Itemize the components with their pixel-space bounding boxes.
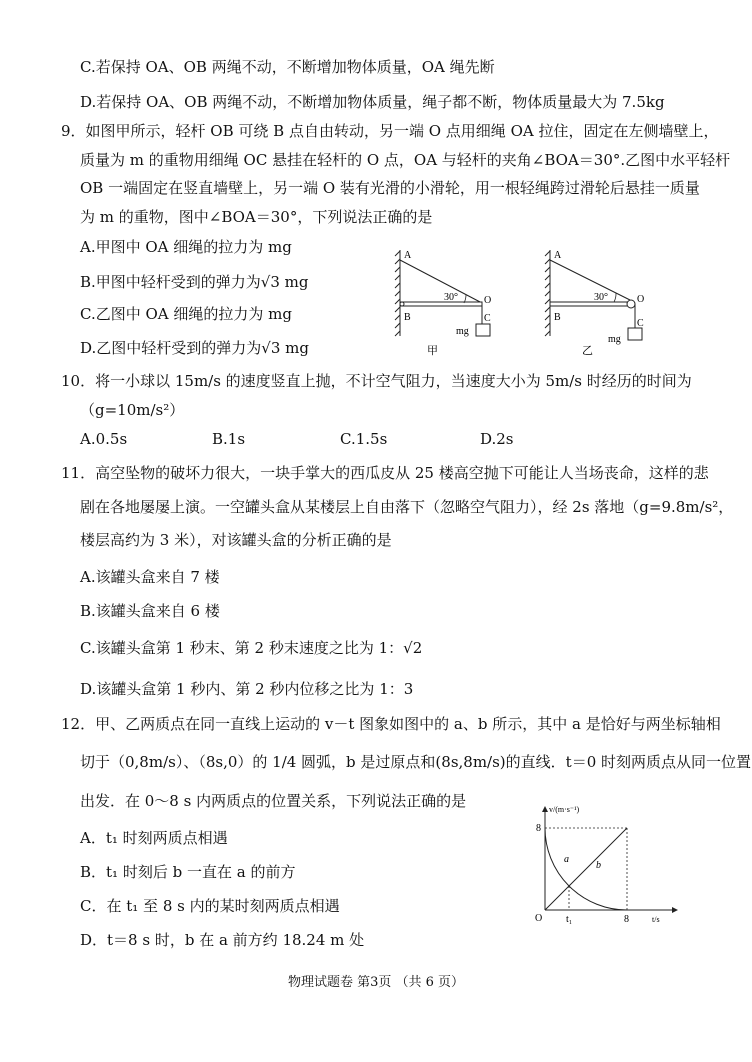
x-axis-arrow [672, 907, 678, 913]
q11-option-b: B.该罐头盒来自 6 楼 [80, 602, 220, 620]
q10-option-a: A.0.5s [80, 430, 128, 448]
y-axis-label: v/(m·s⁻¹) [549, 805, 580, 814]
q12-option-b: B．t₁ 时刻后 b 一直在 a 的前方 [80, 863, 296, 881]
q10-option-b: B.1s [212, 430, 246, 448]
tick-t1: t₁ [566, 914, 573, 925]
label-a: A [404, 250, 412, 261]
q9-stem-4: 为 m 的重物，图中∠BOA＝30°，下列说法正确的是 [80, 208, 433, 226]
q8-option-c: C.若保持 OA、OB 两绳不动，不断增加物体质量，OA 绳先断 [80, 58, 495, 76]
label-b: B [404, 312, 411, 323]
caption-jia: 甲 [427, 345, 438, 357]
rope-oa [400, 260, 482, 303]
q12-stem-2: 切于（0,8m/s）、（8s,0）的 1/4 圆弧，b 是过原点和(8s,8m/s)的直线．t＝0 时刻两质点从同一位置 [80, 753, 752, 771]
x-axis-label: t/s [652, 915, 660, 924]
q11-stem-3: 楼层高约为 3 米），对该罐头盒的分析正确的是 [80, 531, 392, 549]
q9-stem-3: OB 一端固定在竖直墙壁上，另一端 O 装有光滑的小滑轮，用一根轻绳跨过滑轮后悬挂一质量 [80, 179, 700, 197]
q11-option-c: C.该罐头盒第 1 秒末、第 2 秒末速度之比为 1：√2 [80, 639, 423, 657]
tick-t8: 8 [624, 914, 629, 925]
label-o: O [637, 294, 645, 305]
q11-stem-1: 11．高空坠物的破坏力很大，一块手掌大的西瓜皮从 25 楼高空抛下可能让人当场丧命，这样的悲 [61, 464, 709, 482]
q11-option-a: A.该罐头盒来自 7 楼 [80, 568, 220, 586]
q10-option-c: C.1.5s [340, 430, 388, 448]
label-b: b [596, 860, 601, 871]
vt-graph [520, 800, 680, 925]
label-a: A [554, 250, 562, 261]
q12-option-c: C．在 t₁ 至 8 s 内的某时刻两质点相遇 [80, 897, 340, 915]
line-b [545, 828, 627, 910]
label-a: a [564, 854, 569, 865]
q9-option-b: B.甲图中轻杆受到的弹力为√3 mg [80, 273, 309, 291]
rod-ob [400, 302, 482, 306]
label-o: O [484, 295, 492, 306]
q9-option-a: A.甲图中 OA 细绳的拉力为 mg [80, 238, 292, 256]
q10-stem-1: 10．将一小球以 15m/s 的速度竖直上抛，不计空气阻力，当速度大小为 5m/s 时经历的时间为 [61, 372, 692, 390]
angle-arc [614, 293, 616, 302]
mass-block [628, 328, 642, 340]
q11-option-d: D.该罐头盒第 1 秒内、第 2 秒内位移之比为 1：3 [80, 680, 414, 698]
figure-yi [540, 246, 660, 366]
mass-block [476, 324, 490, 336]
wall-hatch [545, 250, 550, 336]
q12-stem-3: 出发．在 0～8 s 内两质点的位置关系，下列说法正确的是 [80, 792, 467, 810]
origin-label: O [535, 913, 543, 924]
page-footer: 物理试题卷 第3页 （共 6 页） [287, 975, 465, 990]
label-angle: 30° [594, 292, 608, 303]
q10-stem-2: （g=10m/s²） [80, 401, 185, 419]
pulley [627, 300, 635, 308]
q12-stem-1: 12．甲、乙两质点在同一直线上运动的 v－t 图象如图中的 a、b 所示，其中 a 是恰好与两坐标轴相 [61, 715, 721, 733]
label-mg: mg [608, 334, 621, 345]
wall-hatch [395, 250, 400, 336]
figure-jia [392, 246, 512, 366]
label-b: B [554, 312, 561, 323]
q10-option-d: D.2s [480, 430, 514, 448]
q11-stem-2: 剧在各地屡屡上演。一空罐头盒从某楼层上自由落下（忽略空气阻力），经 2s 落地（g=9.8m/s²， [80, 498, 734, 516]
tick-v8: 8 [536, 823, 541, 834]
y-axis-arrow [542, 806, 548, 812]
q12-option-a: A．t₁ 时刻两质点相遇 [80, 829, 228, 847]
rope-oa [550, 260, 630, 300]
q12-option-d: D．t＝8 s 时，b 在 a 前方约 18.24 m 处 [80, 931, 365, 949]
q9-option-c: C.乙图中 OA 细绳的拉力为 mg [80, 305, 292, 323]
hinge-b [400, 302, 404, 306]
q9-option-d: D.乙图中轻杆受到的弹力为√3 mg [80, 339, 309, 357]
q8-option-d: D.若保持 OA、OB 两绳不动，不断增加物体质量，绳子都不断，物体质量最大为 7.5kg [80, 93, 665, 111]
rod-ob [550, 302, 628, 306]
label-c: C [484, 313, 491, 324]
q9-stem-2: 质量为 m 的重物用细绳 OC 悬挂在轻杆的 O 点，OA 与轻杆的夹角∠BOA＝30°.乙图中水平轻杆 [80, 151, 731, 169]
label-mg: mg [456, 326, 469, 337]
label-c: C [637, 318, 644, 329]
caption-yi: 乙 [582, 345, 593, 357]
q9-stem-1: 9．如图甲所示，轻杆 OB 可绕 B 点自由转动，另一端 O 点用细绳 OA 拉住，固定在左侧墙壁上， [61, 122, 719, 140]
label-angle: 30° [444, 292, 458, 303]
